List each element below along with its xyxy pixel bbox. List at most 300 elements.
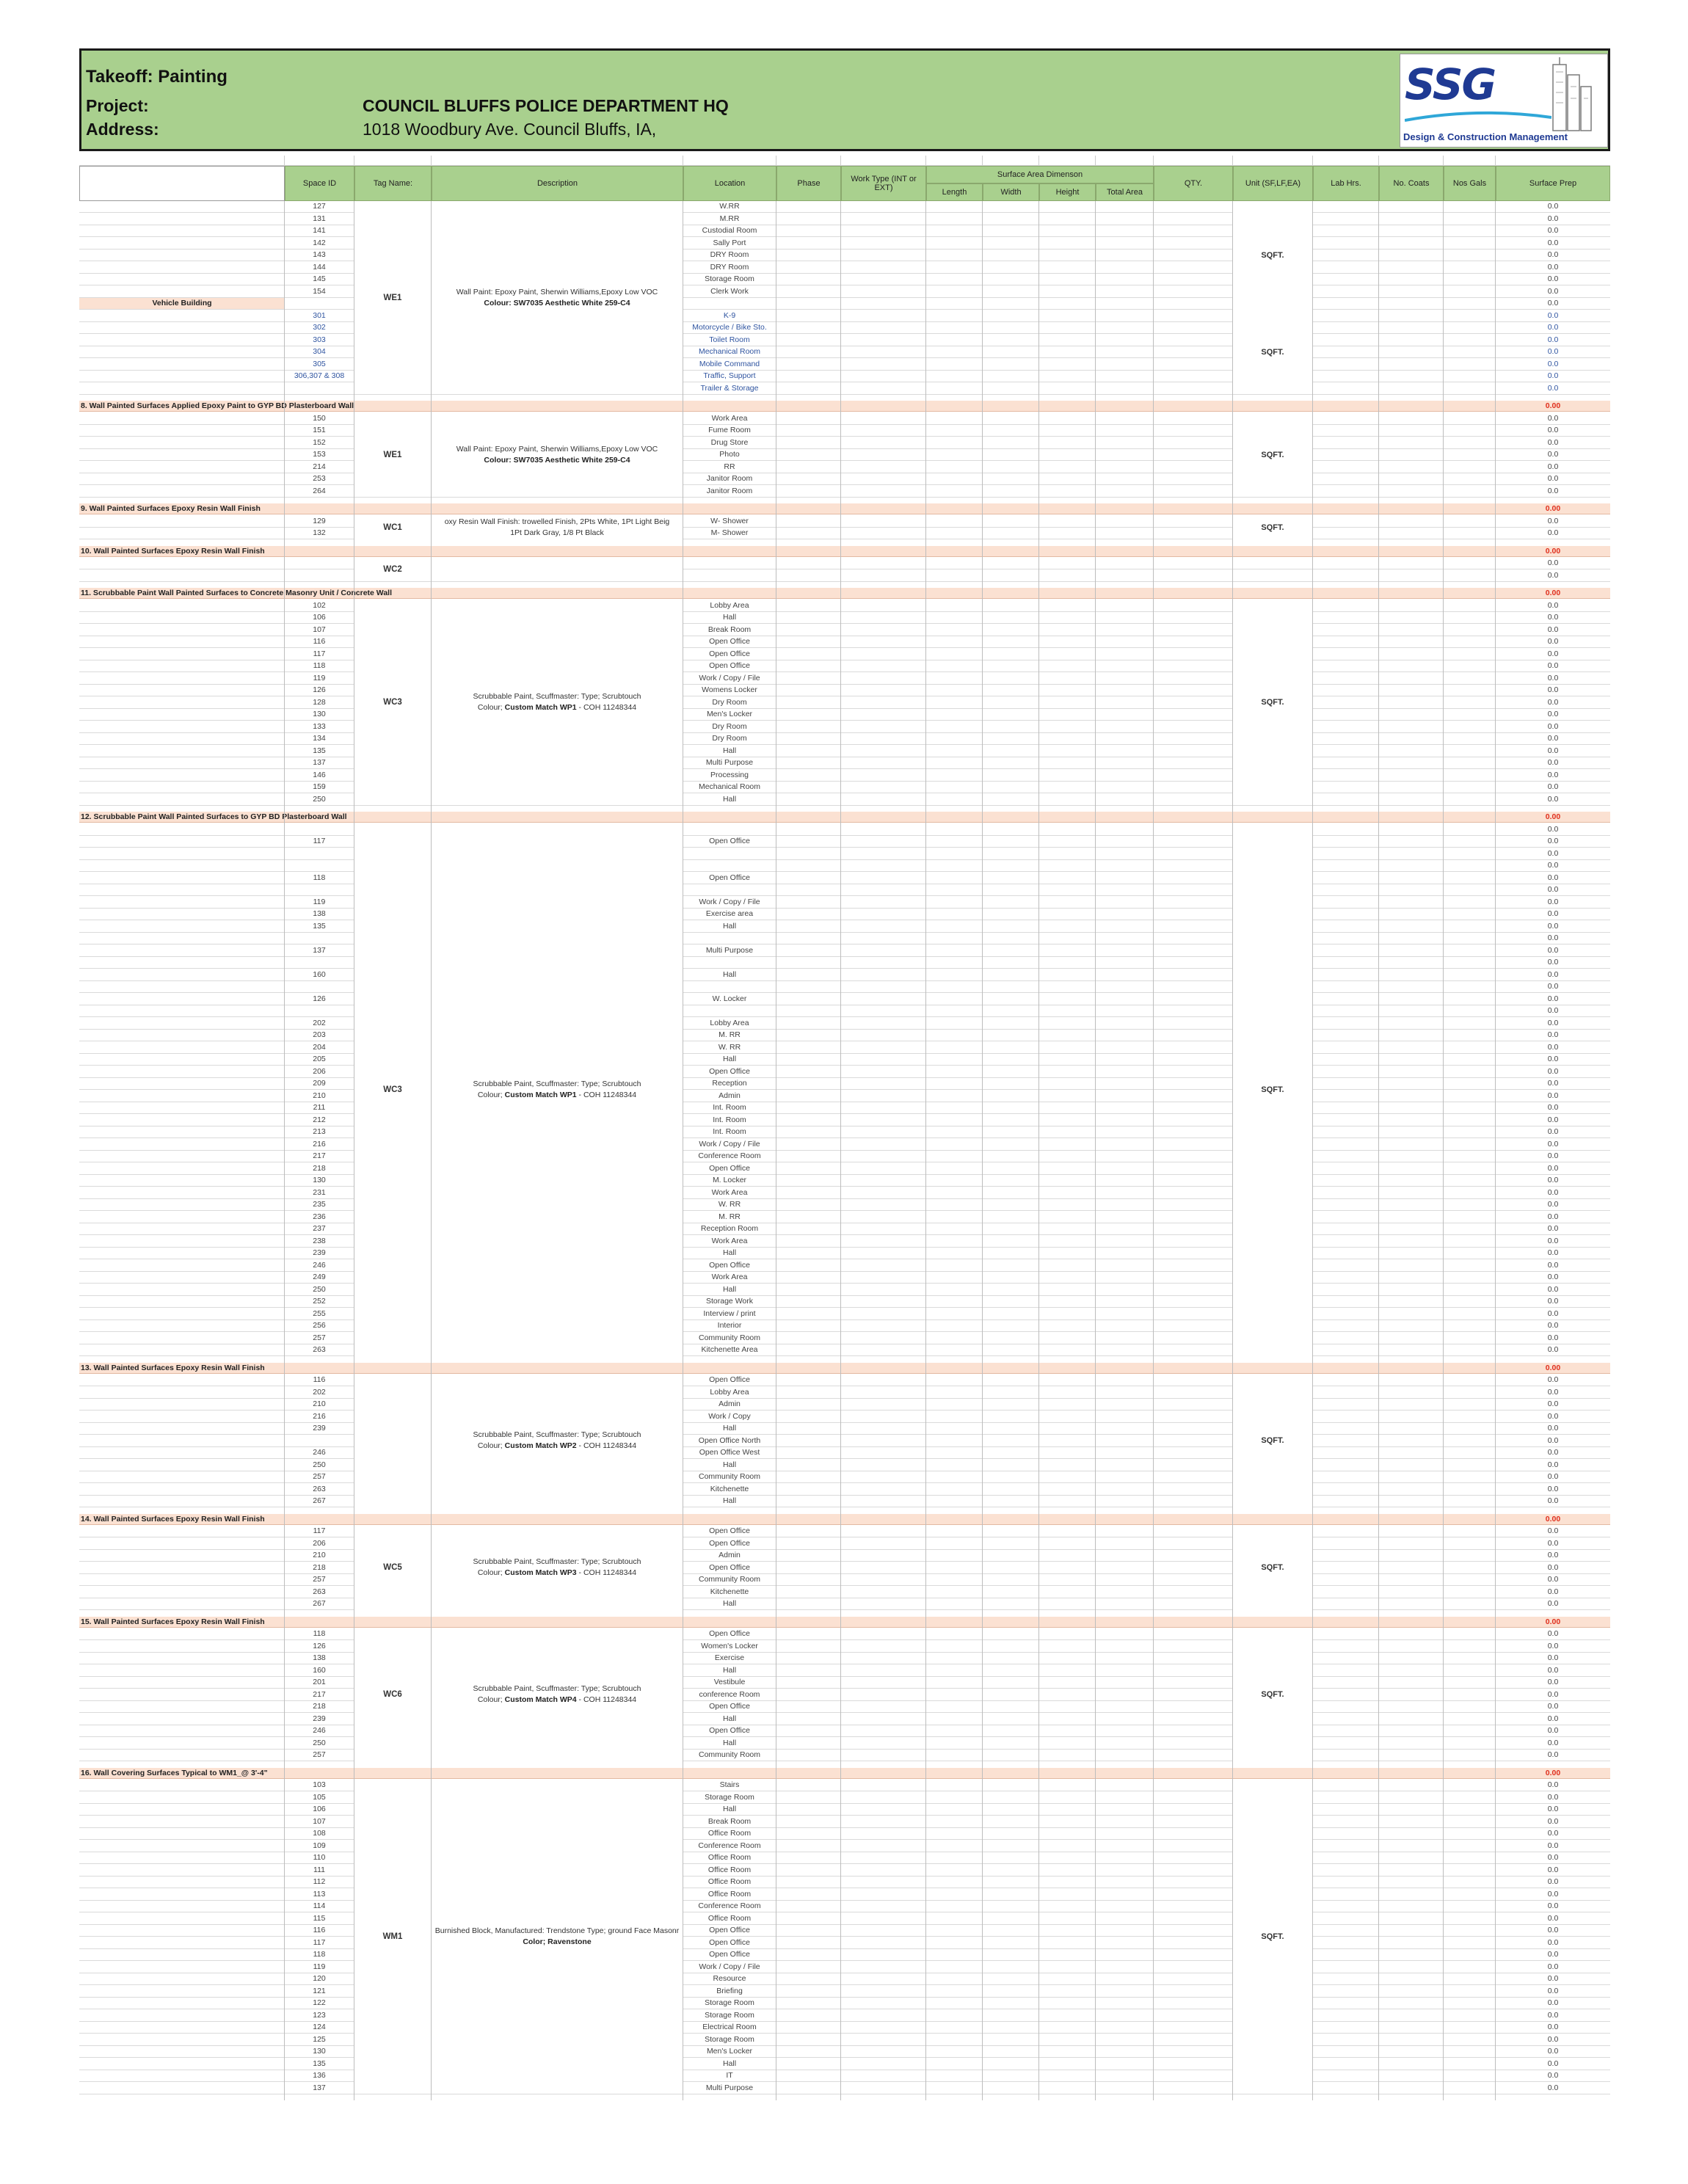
color-suffix: - COH 11248344: [576, 1568, 637, 1578]
space-id-cell: 129: [313, 516, 326, 525]
table-row: [79, 225, 1610, 237]
location-cell: Mechanical Room: [698, 347, 761, 356]
space-id-cell: 218: [313, 1702, 326, 1711]
location-cell: Clerk Work: [710, 286, 749, 296]
location-cell: Hall: [722, 1599, 737, 1608]
space-id-cell: 206: [313, 1538, 326, 1548]
surface-prep-cell: 0.0: [1547, 1780, 1559, 1789]
surface-prep-cell: 0.0: [1547, 1714, 1559, 1723]
surface-prep-cell: 0.0: [1547, 1678, 1559, 1686]
color-spec: Custom Match WP2: [504, 1441, 577, 1451]
table-row: [79, 1471, 1610, 1483]
location-cell: Hall: [722, 1714, 737, 1723]
location-cell: Open Office: [709, 1375, 750, 1384]
location-cell: Open Office: [709, 1562, 750, 1572]
surface-prep-cell: 0.0: [1547, 1702, 1559, 1711]
location-cell: Office Room: [707, 1877, 752, 1886]
space-id-cell: 237: [313, 1224, 326, 1233]
location-cell: DRY Room: [710, 262, 749, 272]
location-cell: Work / Copy / File: [699, 673, 760, 682]
surface-prep-cell: 0.0: [1547, 1853, 1559, 1862]
space-id-cell: 118: [313, 1629, 326, 1638]
location-cell: [683, 933, 776, 944]
col-phase: Phase: [776, 166, 841, 201]
space-id-cell: 256: [313, 1321, 326, 1330]
surface-prep-cell: 0.0: [1547, 1139, 1559, 1149]
section-total: 0.00: [1545, 589, 1561, 597]
space-id-cell: 135: [313, 921, 326, 931]
table-row: [79, 1139, 1610, 1151]
space-id-cell: 137: [313, 945, 326, 955]
surface-prep-cell: 0.0: [1547, 1926, 1559, 1934]
location-cell: Open Office: [709, 1538, 750, 1548]
color-spec: Custom Match WP1: [504, 703, 577, 713]
location-cell: Kitchenette: [710, 1484, 749, 1493]
table-row: [79, 1962, 1610, 1973]
surface-prep-cell: 0.0: [1547, 1187, 1559, 1197]
tag-name-cell: WC5: [354, 1526, 431, 1610]
surface-prep-cell: 0.0: [1547, 2034, 1559, 2044]
location-cell: Interior: [717, 1321, 742, 1330]
table-row: [79, 250, 1610, 261]
company-logo: [1400, 54, 1608, 148]
surface-prep-cell: 0.0: [1547, 1127, 1559, 1136]
surface-prep-cell: 0.0: [1547, 383, 1559, 393]
table-row: [79, 1598, 1610, 1610]
location-cell: RR: [724, 462, 735, 471]
table-row: [79, 1423, 1610, 1435]
location-cell: Conference Room: [698, 1151, 761, 1160]
surface-prep-cell: 0.0: [1547, 516, 1559, 525]
space-id-cell: 267: [313, 1599, 326, 1608]
table-row: [79, 1913, 1610, 1925]
table-row: [79, 2022, 1610, 2034]
table-row: [79, 933, 1610, 944]
table-row: [79, 1248, 1610, 1259]
location-cell: Storage Room: [705, 2034, 754, 2044]
location-cell: M. Locker: [712, 1176, 747, 1184]
surface-prep-cell: 0.0: [1547, 1308, 1559, 1318]
location-cell: Storage Room: [705, 1998, 754, 2007]
table-row: [79, 1714, 1610, 1725]
surface-prep-cell: 0.0: [1547, 2083, 1559, 2092]
col-width: Width: [983, 183, 1039, 201]
location-cell: Open Office: [709, 649, 750, 658]
section-total: 0.00: [1545, 1617, 1561, 1626]
surface-prep-cell: 0.0: [1547, 1689, 1559, 1699]
tag-name-cell: WC3: [354, 600, 431, 806]
location-cell: [683, 824, 776, 835]
surface-prep-cell: 0.0: [1547, 335, 1559, 344]
space-id-cell: [285, 981, 354, 992]
table-row: [79, 1865, 1610, 1877]
location-cell: Int. Room: [713, 1127, 746, 1136]
section-total: 0.00: [1545, 1363, 1561, 1372]
surface-prep-cell: 0.0: [1547, 1587, 1559, 1596]
surface-prep-cell: 0.0: [1547, 2010, 1559, 2020]
surface-prep-cell: 0.0: [1547, 945, 1559, 955]
surface-prep-cell: 0.0: [1547, 462, 1559, 471]
section-total: 0.00: [1545, 504, 1561, 513]
surface-prep-cell: 0.0: [1547, 486, 1559, 495]
space-id-cell: 306,307 & 308: [294, 371, 345, 380]
table-row: [79, 1272, 1610, 1284]
col-height: Height: [1039, 183, 1096, 201]
blank-header: [79, 166, 285, 201]
table-row: [79, 873, 1610, 884]
table-row: [79, 2046, 1610, 2058]
surface-prep-cell: 0.0: [1547, 1901, 1559, 1910]
building-icon: [1531, 57, 1604, 138]
surface-prep-cell: 0.0: [1547, 474, 1559, 483]
surface-prep-cell: 0.0: [1547, 1974, 1559, 1983]
table-row: [79, 770, 1610, 782]
description-cell: [432, 558, 683, 581]
surface-prep-cell: 0.0: [1547, 450, 1559, 459]
location-cell: Work / Copy: [708, 1411, 751, 1421]
space-id-cell: 105: [313, 1792, 326, 1802]
space-id-cell: 116: [313, 1375, 326, 1384]
color-suffix: - COH 11248344: [576, 1695, 637, 1705]
location-cell: Multi Purpose: [705, 945, 754, 955]
surface-prep-cell: 0.0: [1547, 202, 1559, 211]
space-id-cell: [285, 933, 354, 944]
table-row: [79, 437, 1610, 449]
space-id-cell: 114: [313, 1901, 326, 1910]
location-cell: Kitchenette Area: [701, 1345, 758, 1354]
location-cell: Multi Purpose: [705, 758, 754, 767]
space-id-cell: 202: [313, 1018, 326, 1027]
surface-prep-cell: 0.0: [1547, 613, 1559, 622]
tag-name-cell: [354, 1375, 431, 1507]
table-row: [79, 449, 1610, 461]
surface-prep-cell: 0.0: [1547, 1653, 1559, 1662]
table-row: [79, 1750, 1610, 1761]
table-row: [79, 733, 1610, 745]
space-id-cell: 217: [313, 1689, 326, 1699]
table-row: [79, 625, 1610, 636]
sheet-title: Takeoff: Painting: [86, 67, 228, 87]
table-row: [79, 201, 1610, 213]
location-cell: Traffic, Support: [703, 371, 756, 380]
space-id-cell: 246: [313, 1448, 326, 1457]
table-body: [79, 201, 1610, 2100]
table-row: [79, 1344, 1610, 1356]
surface-prep-cell: 0.0: [1547, 1176, 1559, 1184]
spacer-divider: [1232, 156, 1233, 166]
location-cell: Dry Room: [712, 721, 747, 731]
table-row: [79, 1925, 1610, 1937]
description-color-line: [484, 298, 630, 309]
table-row: [79, 1804, 1610, 1816]
location-cell: Int. Room: [713, 1115, 746, 1124]
space-id-cell: 212: [313, 1115, 326, 1124]
surface-prep-cell: 0.0: [1547, 359, 1559, 368]
surface-prep-cell: 0.0: [1547, 1163, 1559, 1173]
col-surface-prep: Surface Prep: [1496, 166, 1610, 201]
location-cell: Open Office: [709, 1066, 750, 1076]
space-id-cell: 153: [313, 450, 326, 459]
description-line: Wall Paint: Epoxy Paint, Sherwin Williams,Epoxy Low VOC: [456, 444, 658, 454]
table-row: [79, 1701, 1610, 1713]
table-row: [79, 1889, 1610, 1901]
space-id-cell: 125: [313, 2034, 326, 2044]
space-id-cell: 126: [313, 994, 326, 1003]
table-row: [79, 262, 1610, 274]
surface-prep-cell: 0.0: [1547, 1091, 1559, 1100]
table-row: [79, 1538, 1610, 1550]
surface-prep-cell: 0.0: [1547, 528, 1559, 537]
surface-prep-cell: 0.0: [1547, 1913, 1559, 1923]
tag-name-cell: WC6: [354, 1628, 431, 1761]
color-spec: Custom Match WP1: [504, 1091, 577, 1099]
table-row: [79, 2010, 1610, 2022]
space-id-cell: 118: [313, 661, 326, 670]
surface-prep-cell: 0.0: [1547, 994, 1559, 1003]
spacer-divider: [840, 156, 841, 166]
table-row: [79, 1163, 1610, 1175]
table-row: [79, 1175, 1610, 1187]
surface-prep-cell: 0.0: [1547, 323, 1559, 332]
location-cell: Dry Room: [712, 734, 747, 743]
spacer-divider: [1038, 156, 1039, 166]
space-id-cell: 252: [313, 1297, 326, 1306]
description-line: Scrubbable Paint, Scuffmaster: Type; Scrubtouch: [473, 1557, 641, 1567]
space-id-cell: [285, 957, 354, 968]
location-cell: Multi Purpose: [705, 2083, 754, 2092]
color-prefix: Colour;: [477, 1091, 505, 1099]
spacer-divider: [1095, 156, 1096, 166]
space-id-cell: [285, 860, 354, 871]
surface-prep-cell: 0.0: [1547, 1411, 1559, 1421]
location-cell: Toilet Room: [709, 335, 750, 344]
surface-prep-cell: 0.0: [1547, 1399, 1559, 1408]
location-cell: Stairs: [719, 1780, 740, 1789]
spacer-divider: [431, 156, 432, 166]
surface-prep-cell: 0.0: [1547, 1260, 1559, 1270]
table-row: [79, 528, 1610, 539]
space-id-cell: 206: [313, 1066, 326, 1076]
location-cell: M- Shower: [710, 528, 749, 537]
location-cell: Open Office: [709, 661, 750, 670]
space-id-cell: [285, 570, 354, 581]
color-spec: Colour: SW7035 Aesthetic White 259-C4: [484, 455, 630, 465]
color-prefix: Colour;: [477, 1568, 505, 1578]
section-total: 0.00: [1545, 1514, 1561, 1524]
description-cell: [432, 413, 683, 498]
space-id-cell: 257: [313, 1333, 326, 1342]
space-id-cell: 108: [313, 1829, 326, 1838]
surface-prep-cell: 0.0: [1547, 286, 1559, 296]
surface-prep-cell: 0.0: [1547, 921, 1559, 931]
space-id-cell: 250: [313, 1460, 326, 1469]
spacer-divider: [1378, 156, 1379, 166]
description-cell: [432, 1526, 683, 1610]
table-row: [79, 335, 1610, 346]
description-line: Wall Paint: Epoxy Paint, Sherwin Williams,Epoxy Low VOC: [456, 287, 658, 296]
table-row: [79, 1526, 1610, 1537]
surface-prep-cell: 0.0: [1547, 426, 1559, 434]
surface-prep-cell: 0.0: [1547, 1006, 1559, 1015]
location-cell: Interview / print: [703, 1308, 756, 1318]
location-cell: Break Room: [707, 625, 752, 634]
table-row: [79, 746, 1610, 757]
space-id-cell: 267: [313, 1496, 326, 1505]
location-cell: Community Room: [698, 1333, 761, 1342]
table-row: [79, 2083, 1610, 2094]
takeoff-table: [79, 156, 1610, 2155]
surface-prep-cell: 0.0: [1547, 933, 1559, 942]
table-row: [79, 860, 1610, 872]
table-row: [79, 570, 1610, 582]
table-row: [79, 1223, 1610, 1235]
surface-prep-cell: 0.0: [1547, 1284, 1559, 1294]
space-id-cell: 211: [313, 1103, 326, 1112]
surface-prep-cell: 0.0: [1547, 1829, 1559, 1838]
space-id-cell: 303: [313, 335, 326, 344]
table-row: [79, 298, 1610, 310]
section-header: [79, 1514, 1610, 1525]
space-id-cell: 119: [313, 897, 326, 906]
surface-prep-cell: 0.0: [1547, 1297, 1559, 1306]
space-id-cell: 115: [313, 1913, 326, 1923]
description-color-line: [484, 455, 630, 466]
surface-prep-cell: 0.0: [1547, 1079, 1559, 1088]
space-id-cell: 116: [313, 1926, 326, 1934]
spacer-row: [79, 156, 1610, 166]
location-cell: Break Room: [707, 1816, 752, 1826]
table-row: [79, 1115, 1610, 1126]
location-cell: Admin: [719, 1399, 741, 1408]
location-cell: Hall: [722, 746, 737, 755]
header-band: [79, 48, 1610, 151]
space-id-cell: 128: [313, 697, 326, 707]
table-row: [79, 383, 1610, 395]
space-id-cell: 218: [313, 1562, 326, 1572]
space-id-cell: 203: [313, 1030, 326, 1039]
table-row: [79, 660, 1610, 672]
description-color-line: [478, 1090, 636, 1101]
table-row: [79, 636, 1610, 648]
space-id-cell: 249: [313, 1273, 326, 1281]
location-cell: Men's Locker: [706, 710, 753, 718]
location-cell: Hall: [722, 1055, 737, 1063]
description-line: oxy Resin Wall Finish: trowelled Finish, 2Pts White, 1Pt Light Beig: [444, 517, 670, 526]
surface-prep-cell: 0.0: [1547, 1484, 1559, 1493]
section-header: [79, 546, 1610, 557]
unit-cell: SQFT.: [1233, 413, 1312, 498]
surface-prep-cell: 0.0: [1547, 1816, 1559, 1826]
description-cell: [432, 516, 683, 539]
location-cell: Open Office: [709, 637, 750, 646]
table-row: [79, 909, 1610, 920]
location-cell: Storage Room: [705, 2010, 754, 2020]
location-cell: Community Room: [698, 1472, 761, 1481]
space-id-cell: 301: [313, 310, 326, 320]
space-id-cell: 107: [313, 625, 326, 634]
space-id-cell: 214: [313, 462, 326, 471]
space-id-cell: 246: [313, 1726, 326, 1735]
location-cell: [683, 558, 776, 569]
space-id-cell: 141: [313, 226, 326, 235]
surface-prep-cell: 0.0: [1547, 861, 1559, 870]
surface-prep-cell: 0.0: [1547, 1435, 1559, 1445]
space-id-cell: 102: [313, 600, 326, 610]
location-cell: Hall: [722, 794, 737, 804]
description-line: 1Pt Dark Gray, 1/8 Pt Black: [510, 528, 604, 537]
space-id-cell: [285, 298, 354, 309]
table-row: [79, 1841, 1610, 1852]
space-id-cell: 263: [313, 1484, 326, 1493]
location-cell: Hall: [722, 1805, 737, 1813]
space-id-cell: 250: [313, 1284, 326, 1294]
color-prefix: Colour;: [477, 1441, 505, 1451]
column-divider: [982, 201, 983, 2100]
space-id-cell: 107: [313, 1816, 326, 1826]
surface-prep-cell: 0.0: [1547, 1224, 1559, 1233]
project-name: COUNCIL BLUFFS POLICE DEPARTMENT HQ: [363, 96, 729, 115]
tag-name-cell: WC2: [354, 558, 431, 581]
surface-prep-cell: 0.0: [1547, 413, 1559, 423]
space-id-cell: 121: [313, 1986, 326, 1995]
space-id-cell: 137: [313, 2083, 326, 2092]
table-row: [79, 1236, 1610, 1248]
space-id-cell: 106: [313, 613, 326, 622]
table-row: [79, 1091, 1610, 1102]
spacer-divider: [982, 156, 983, 166]
location-cell: Open Office: [709, 1950, 750, 1959]
space-id-cell: 135: [313, 2059, 326, 2068]
surface-prep-cell: 0.0: [1547, 371, 1559, 380]
location-cell: Work / Copy / File: [699, 1139, 760, 1149]
table-row: [79, 1320, 1610, 1332]
col-space-id: Space ID: [285, 166, 354, 201]
surface-prep-cell: 0.0: [1547, 969, 1559, 979]
unit-cell: SQFT.: [1233, 201, 1312, 310]
table-row: [79, 848, 1610, 860]
location-cell: Open Office: [709, 873, 750, 882]
color-suffix: - COH 11248344: [576, 1091, 637, 1099]
location-cell: Hall: [722, 2059, 737, 2068]
col-unit: Unit (SF,LF,EA): [1233, 166, 1313, 201]
space-id-cell: 118: [313, 873, 326, 882]
logo-subtitle: Design & Construction Management: [1403, 131, 1568, 142]
table-row: [79, 1496, 1610, 1507]
table-row: [79, 1792, 1610, 1804]
space-id-cell: 154: [313, 286, 326, 296]
location-cell: Hall: [722, 1284, 737, 1294]
surface-prep-cell: 0.0: [1547, 625, 1559, 634]
description-color-line: [478, 702, 636, 713]
section-title: 13. Wall Painted Surfaces Epoxy Resin Wall Finish: [81, 1363, 265, 1372]
table-row: [79, 1677, 1610, 1689]
table-row: [79, 1199, 1610, 1211]
logo-swoosh-icon: [1405, 110, 1551, 125]
section-total: 0.00: [1545, 812, 1561, 821]
column-divider: [431, 201, 432, 2100]
surface-prep-cell: 0.0: [1547, 310, 1559, 320]
table-row: [79, 1018, 1610, 1030]
surface-prep-cell: 0.0: [1547, 250, 1559, 259]
table-row: [79, 1877, 1610, 1888]
surface-prep-cell: 0.0: [1547, 1345, 1559, 1354]
surface-prep-cell: 0.0: [1547, 1937, 1559, 1947]
location-cell: Vestibule: [713, 1678, 746, 1686]
space-id-cell: 133: [313, 721, 326, 731]
space-id-cell: 126: [313, 685, 326, 694]
table-row: [79, 1387, 1610, 1399]
location-cell: [683, 298, 776, 309]
